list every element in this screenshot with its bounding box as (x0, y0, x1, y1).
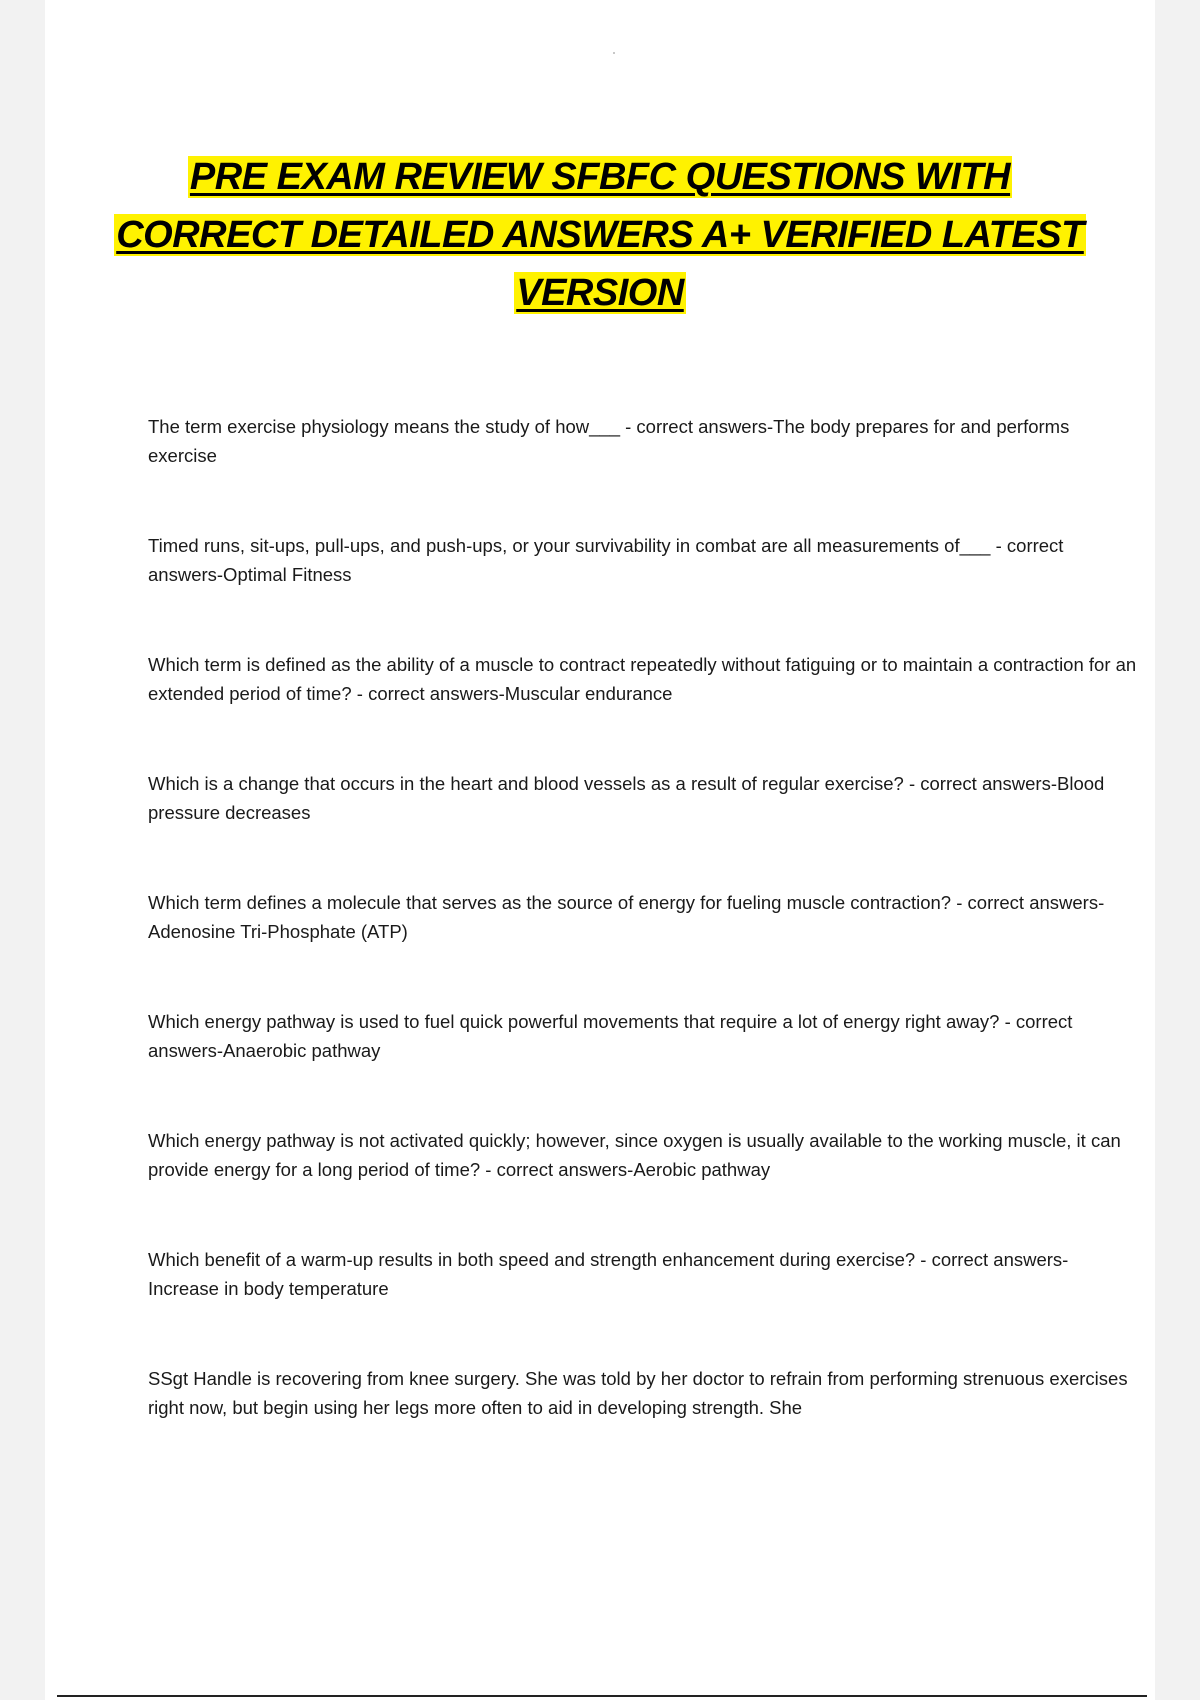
question-answer-item: Timed runs, sit-ups, pull-ups, and push-ups, or your survivability in combat are all measurements of___ - correct answers-Optimal Fitness (148, 535, 1064, 585)
question-answer-item: Which term is defined as the ability of a muscle to contract repeatedly without fatiguing or to maintain a contraction for an extended period of time? - correct answers-Muscular endurance (148, 654, 1137, 704)
question-answer-item: Which benefit of a warm-up results in both speed and strength enhancement during exercise? - correct answers-Increase in body temperature (148, 1249, 1069, 1299)
question-answer-item: Which term defines a molecule that serves as the source of energy for fueling muscle contraction? - correct answers-Adenosine Tri-Phosphate (ATP) (148, 892, 1105, 942)
title-line: PRE EXAM REVIEW SFBFC QUESTIONS WITH (189, 156, 1011, 198)
title-line: VERSION (516, 272, 684, 314)
question-answer-item: Which energy pathway is not activated quickly; however, since oxygen is usually available to the working muscle, it can provide energy for a long period of time? - correct answers-Aerobic pathway (148, 1130, 1121, 1180)
question-answer-item: Which is a change that occurs in the heart and blood vessels as a result of regular exercise? - correct answers-Blood pressure decreases (148, 773, 1105, 823)
question-answer-item: Which energy pathway is used to fuel quick powerful movements that require a lot of energy right away? - correct answers-Anaerobic pathway (148, 1011, 1073, 1061)
document-title (45, 148, 1155, 322)
page-bottom-rule (57, 1695, 1147, 1697)
page-mark (613, 52, 615, 54)
question-answer-list (148, 412, 1138, 1483)
question-answer-item: SSgt Handle is recovering from knee surgery. She was told by her doctor to refrain from performing strenuous exercises right now, but begin using her legs more often to aid in developing strength. She (148, 1368, 1128, 1418)
document-page (45, 0, 1155, 1700)
question-answer-item: The term exercise physiology means the study of how___ - correct answers-The body prepares for and performs exercise (148, 416, 1070, 466)
title-line: CORRECT DETAILED ANSWERS A+ VERIFIED LATEST (116, 214, 1084, 256)
